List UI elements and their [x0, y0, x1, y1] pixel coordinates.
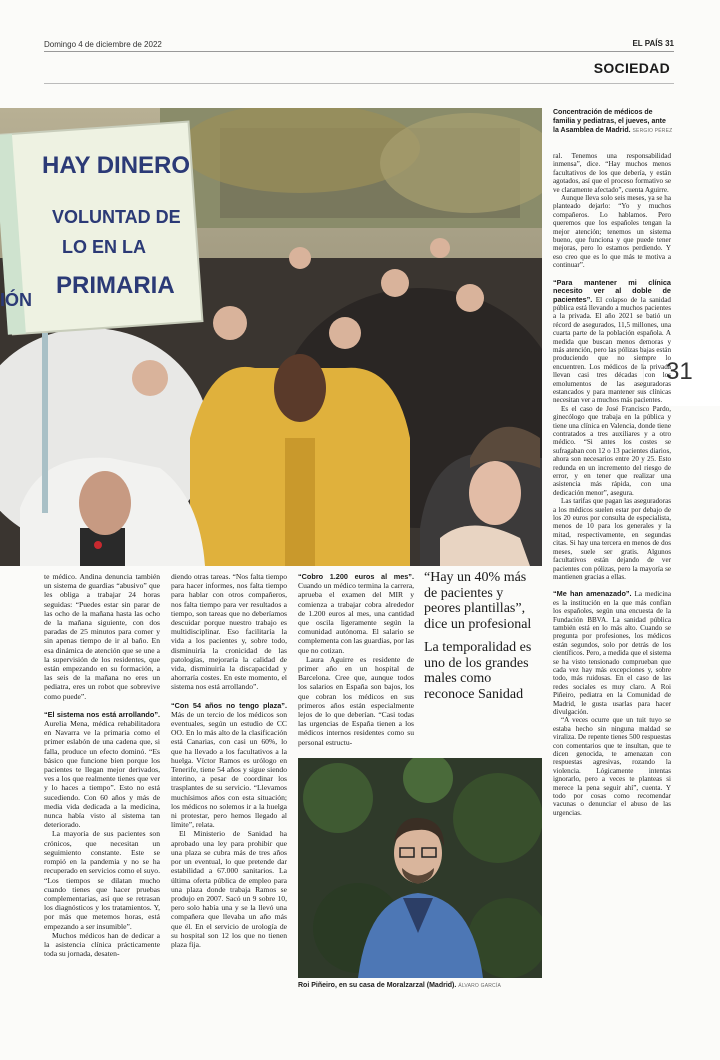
- photo1-caption-text: Concentración de médicos de familia y pediatras, el jueves, ante la Asamblea de Madrid.: [553, 109, 666, 134]
- sign-line-2: VOLUNTAD DE: [52, 207, 181, 227]
- section-rule: [44, 83, 674, 84]
- col4-subhead-1: “Para mantener mi clínica necesito ver al doble de pacientes”.: [553, 277, 671, 304]
- portrait-photo: [298, 758, 542, 978]
- article-column-3: [298, 572, 414, 747]
- col4-subhead-2: “Me han amenazado”.: [553, 589, 632, 599]
- sign-side-text: IÓN: [0, 290, 33, 310]
- col4-p1: ral. Tenemos una responsabilidad inmensa”, dice. “Hay muchos menos facultativos de los que debería, y están agotados, así que el proceso formativo se ve claramente afectado”, cuenta Aguirre.: [553, 152, 671, 194]
- section-title: SOCIEDAD: [593, 60, 670, 76]
- col4-p6: La medicina es la institución en la que más confían los españoles, según una encuesta de la Fundación BBVA. La sanidad pública también está en lo más alto. Cuando se pregunta por profesiones, los médicos están segundos, solo por detrás de los científicos. Pero, a medida que el sistema se ha visto tensionado comprueban que cada vez hay más excepciones y, sobre todo, más ruidosas. En el caso de las redes sociales es muy claro. A Roi Piñeiro, pediatra en la Comunidad de Madrid, le gusta usarlas para hacer divulgación.: [553, 590, 671, 716]
- photo2-caption: [298, 982, 542, 989]
- page-number: 31: [665, 39, 674, 48]
- col4-p5: Las tarifas que pagan las aseguradoras a los médicos suelen estar por debajo de los 20 euros por consulta de especialista, menos de 10 para los generales y la mitad, respectivamente, en segundas citas. Si hay una tercera en menos de dos meses, suele ser gratis. Algunos facultativos están dejando de ver pacientes con pólizas, pero la mayoría se mantienen gracias a ellas.: [553, 497, 671, 581]
- header-rule: [44, 51, 674, 52]
- col2-p1: diendo otras tareas. “Nos falta tiempo para hacer informes, nos falta tiempo para hablar con otros compañeros, nos falta tiempo para ver resultados a tiempo, son tareas que no deberíamos descuidar porque nuestro trabajo es multidisciplinar. Eso facilitaría la vida a los pacientes y, sobre todo, disminuiría la cronicidad de las patologías, mejoraría la calidad de vida, disminuiría la discapacidad y ahorraría costes. En este momento, el sistema nos está arrollando”.: [171, 572, 287, 692]
- col4-p2: Aunque lleva solo seis meses, ya se ha planteado dejarlo: “Yo y muchos compañeros. Lo hablamos. Pero queremos que los españoles tengan la mejor atención; tenemos un sistema bueno, que funciona y que puede tener mejoras, pero lo estamos perdiendo. Y eso creo que es lo que más te motiva a continuar”.: [553, 194, 671, 270]
- header-paper-page: [632, 39, 674, 48]
- pull-quote-line-1: “Hay un 40% más de pacientes y peores plantillas”, dice un profesional: [424, 570, 532, 632]
- paper-name: EL PAÍS: [632, 39, 663, 48]
- col3-p1: Cuando un médico termina la carrera, aprueba el examen del MIR y comienza a trabajar cobra alrededor de 1.200 euros al mes, una cantidad que oscila ligeramente según la comunidad autónoma. El salario se complementa con las guardias, por las que no cotizan.: [298, 581, 414, 655]
- col2-p2: Más de un tercio de los médicos son eventuales, según un estudio de CC OO. En lo más alto de la clasificación está Canarias, con casi un 60%, lo que ha llevado a los facultativos a la huelga. Víctor Ramos es urólogo en Tenerife, tiene 54 años y sigue siendo interino, a pesar de coordinar los trasplantes de su servicio. “Llevamos muchísimos años con esta situación; los médicos no solemos ir a la huelga ni protestar, pero hemos llegado al límite”, relata.: [171, 709, 287, 830]
- photo2-credit: ÁLVARO GARCÍA: [458, 983, 501, 989]
- protest-photo-illustration: [0, 108, 542, 566]
- col4-p7: “A veces ocurre que un tuit tuyo se estaba hecho sin ninguna maldad se viraliza. De repente tienes 500 respuestas con comentarios que te insultan, que te dicen genocida, te amenazan con respuestas agresivas, rozando la violencia. Lógicamente intentas ignorarlo, pero a veces te planteas si merece la pena seguir ahí”, cuenta. Y todo por cosas como recomendar vacunas o denunciar el abuso de las urgencias.: [553, 716, 671, 817]
- col1-subhead: “El sistema nos está arrollando”.: [44, 709, 160, 719]
- col2-p3: El Ministerio de Sanidad ha aprobado una ley para prohibir que una plaza se cubra más de tres años por un eventual, lo que pretende dar estabilidad a 67.000 sanitarios. La última oferta pública de empleo para una plaza donde trabaja Ramos se produjo en 2007. Sacó un 9 sobre 10, pero solo había una y se la llevó una compañera que llevaba un año más que él. En el servicio de urología de su hospital son 12 los que no tienen plaza fija.: [171, 829, 287, 949]
- portrait-photo-illustration: [298, 758, 542, 978]
- col3-p2: Laura Aguirre es residente de primer año en un hospital de Barcelona. Cree que, aunque todos los salarios en España son bajos, los que cobran los médicos en sus primeros años están especialmente lejos de lo que deberían. “Casi todas las urgencias de España tienen a los médicos internos residentes como su personal estructu-: [298, 654, 414, 747]
- sign-line-1: HAY DINERO: [42, 152, 191, 179]
- article-column-1: [44, 572, 160, 958]
- sign-line-4: PRIMARIA: [56, 272, 175, 299]
- photo1-caption: [553, 108, 673, 136]
- protest-photo: [0, 108, 542, 566]
- article-column-2: [171, 572, 287, 949]
- article-column-4: [553, 152, 671, 817]
- page-tab-number: 31: [666, 358, 693, 385]
- photo1-credit: SERGIO PÉREZ: [632, 128, 673, 134]
- pull-quote: [424, 570, 542, 702]
- col2-subhead: “Con 54 años no tengo plaza”.: [171, 700, 287, 710]
- header-date: Domingo 4 de diciembre de 2022: [44, 40, 162, 49]
- photo2-caption-text: Roi Piñeiro, en su casa de Moralzarzal (Madrid).: [298, 982, 457, 989]
- col4-p4: Es el caso de José Francisco Pardo, ginecólogo que trabaja en la pública y tiene una clínica en Valencia, donde tiene contratados a tres auxiliares y a otro médico. “Si antes los costes se sufragaban con 12 o 13 pacientes diarios, ahora son necesarios entre 20 y 25. Esto redunda en un incremento del riesgo de error, y en tener que realizar una asistencia más rápida, con una dedicación menor”, asegura.: [553, 404, 671, 497]
- col1-p2: Aurelia Mena, médica rehabilitadora en Navarra ve la primaria como el primer eslabón de una cadena que, si falla, produce un efecto dominó. “Es básico que funcione bien porque los pacientes te llegan mejor derivados, ves a los que realmente tienes que ver y lo haces a tiempo”. Esto no está sucediendo. Con 60 años y más de media vida dedicada a la medicina, nunca había visto al sistema tan deteriorado.: [44, 719, 160, 830]
- col1-p4: Muchos médicos han de dedicar a la asistencia clínica prácticamente toda su jornada, desaten-: [44, 930, 160, 959]
- sign-line-3: LO EN LA: [62, 237, 146, 257]
- col1-p3: La mayoría de sus pacientes son crónicos, que necesitan un seguimiento constante. Este se rompió en la pandemia y no se ha recuperado en servicios como el suyo. “Los tiempos se dilatan mucho cuando tienes que hacer pruebas complementarias, así que se retrasan los diagnósticos y los tratamientos. Y, por más que metemos horas, está empezando a ser insumible”.: [44, 829, 160, 931]
- col1-p1: te médico. Andina denuncia también un sistema de guardias “abusivo” que les obliga a trabajar 24 horas seguidas: “Puedes estar sin parar de las ocho de la mañana hasta las ocho de la mañana siguiente, con dos paradas de 25 minutos para comer y sin apenas tiempo de ir al baño. En esa dinámica de atención que se une a la supervisión de los residentes, que están empezando en su formación, a las seis de la mañana no eres un pediatra, eres un robot que sobrevive como puede”.: [44, 572, 160, 701]
- col4-p3: El colapso de la sanidad pública está llevando a muchos pacientes a la privada. El año 2021 se batió un récord de asegurados, 11,5 millones, una cuarta parte de la población española. A medida que buscan menos demoras y más atención, pero las pólizas bajas están produciendo que no siempre lo encuentren. Los médicos de la privada llevan casi tres décadas con los emolumentos de las aseguradoras estancados y para mantener sus clínicas necesitan ver a muchos más pacientes.: [553, 295, 671, 405]
- pull-quote-line-2: La temporalidad es uno de los grandes males como reconoce Sanidad: [424, 640, 532, 702]
- col3-subhead: “Cobro 1.200 euros al mes”.: [298, 572, 414, 581]
